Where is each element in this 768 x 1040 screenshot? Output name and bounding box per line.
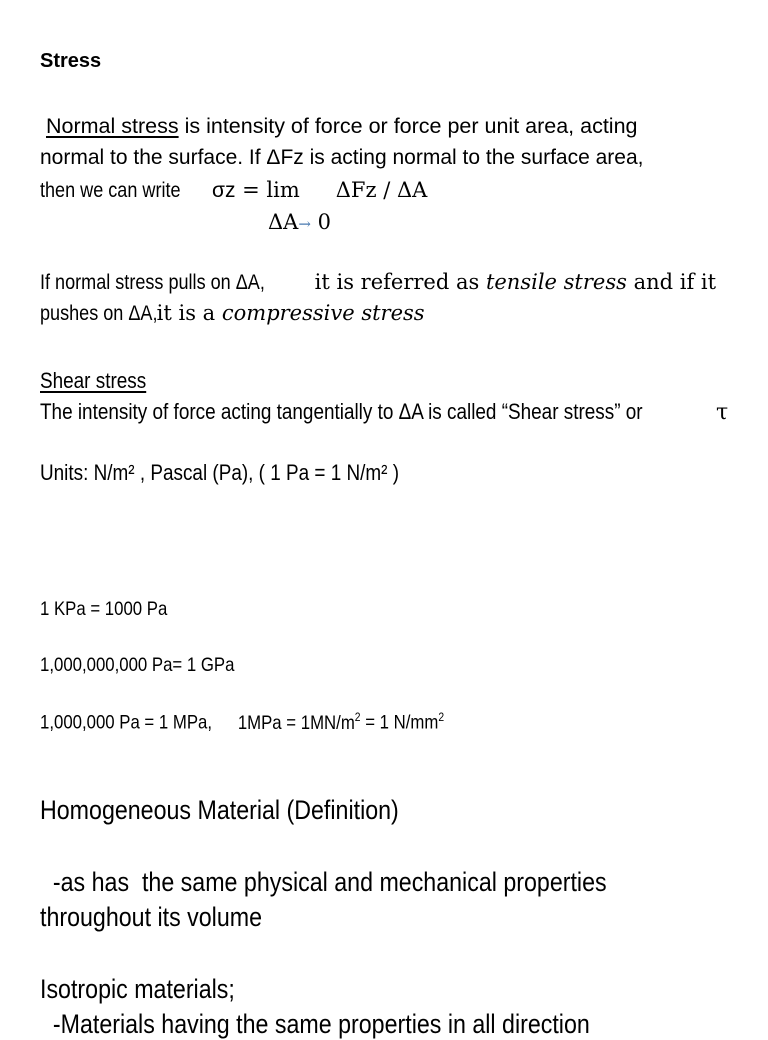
limit-subscript <box>268 210 331 234</box>
tensile-text-b: it is referred as <box>308 270 486 294</box>
homogeneous-title: Homogeneous Material (Definition) <box>40 795 399 825</box>
isotropic-def-1: -Materials having the same properties in all direction <box>40 1009 590 1039</box>
units-line: Units: N/m² , Pascal (Pa), ( 1 Pa = 1 N/m² ) <box>40 460 400 485</box>
mpa-text-c: = 1 N/mm <box>360 711 439 734</box>
mpa-text-a: 1,000,000 Pa = 1 MPa, <box>40 711 213 734</box>
delta-ratio: ΔFz / ΔA <box>335 178 428 202</box>
conversion-mpa <box>40 710 444 735</box>
normal-stress-term: Normal stress <box>46 114 179 138</box>
conversion-gpa: 1,000,000,000 Pa= 1 GPa <box>40 654 235 676</box>
sup-1: 2 <box>354 710 361 724</box>
sigma-symbol: σz <box>212 179 236 202</box>
normal-stress-line-3 <box>40 178 427 203</box>
shear-title: Shear stress <box>40 368 147 393</box>
zero-text: 0 <box>310 210 331 234</box>
shear-def: The intensity of force acting tangentially to ΔA is called “Shear stress” or <box>40 399 643 424</box>
delta-a-text: ΔA <box>268 210 299 234</box>
write-text: then we can write <box>40 179 181 202</box>
tensile-term: tensile stress <box>485 270 627 294</box>
homogeneous-def-2: throughout its volume <box>40 902 263 932</box>
compressive-term: compressive stress <box>221 301 425 325</box>
normal-stress-line-1 <box>46 114 638 139</box>
shear-def-line <box>40 399 728 425</box>
tensile-line <box>40 270 716 295</box>
normal-stress-line-2: normal to the surface. If ΔFz is acting normal to the surface area, <box>40 146 644 169</box>
homogeneous-def-1: -as has the same physical and mechanical properties <box>40 867 607 897</box>
tensile-text-d: and if it <box>626 270 717 294</box>
arrow-icon: → <box>298 215 311 233</box>
page-title: Stress <box>40 50 102 72</box>
conversion-kpa: 1 KPa = 1000 Pa <box>40 598 168 620</box>
tensile-text-a: If normal stress pulls on ΔA, <box>40 271 265 294</box>
normal-stress-def-1: is intensity of force or force per unit area, acting <box>178 114 638 138</box>
compressive-text-b: it is a <box>150 301 222 325</box>
lim-text: = lim <box>235 178 300 202</box>
compressive-text-a: pushes on ΔA, <box>40 302 158 325</box>
compressive-line <box>40 301 425 326</box>
sup-2: 2 <box>438 710 445 724</box>
tau-symbol: τ <box>716 400 729 425</box>
isotropic-title: Isotropic materials; <box>40 974 235 1004</box>
mpa-text-b: 1MPa = 1MN/m <box>237 711 355 734</box>
